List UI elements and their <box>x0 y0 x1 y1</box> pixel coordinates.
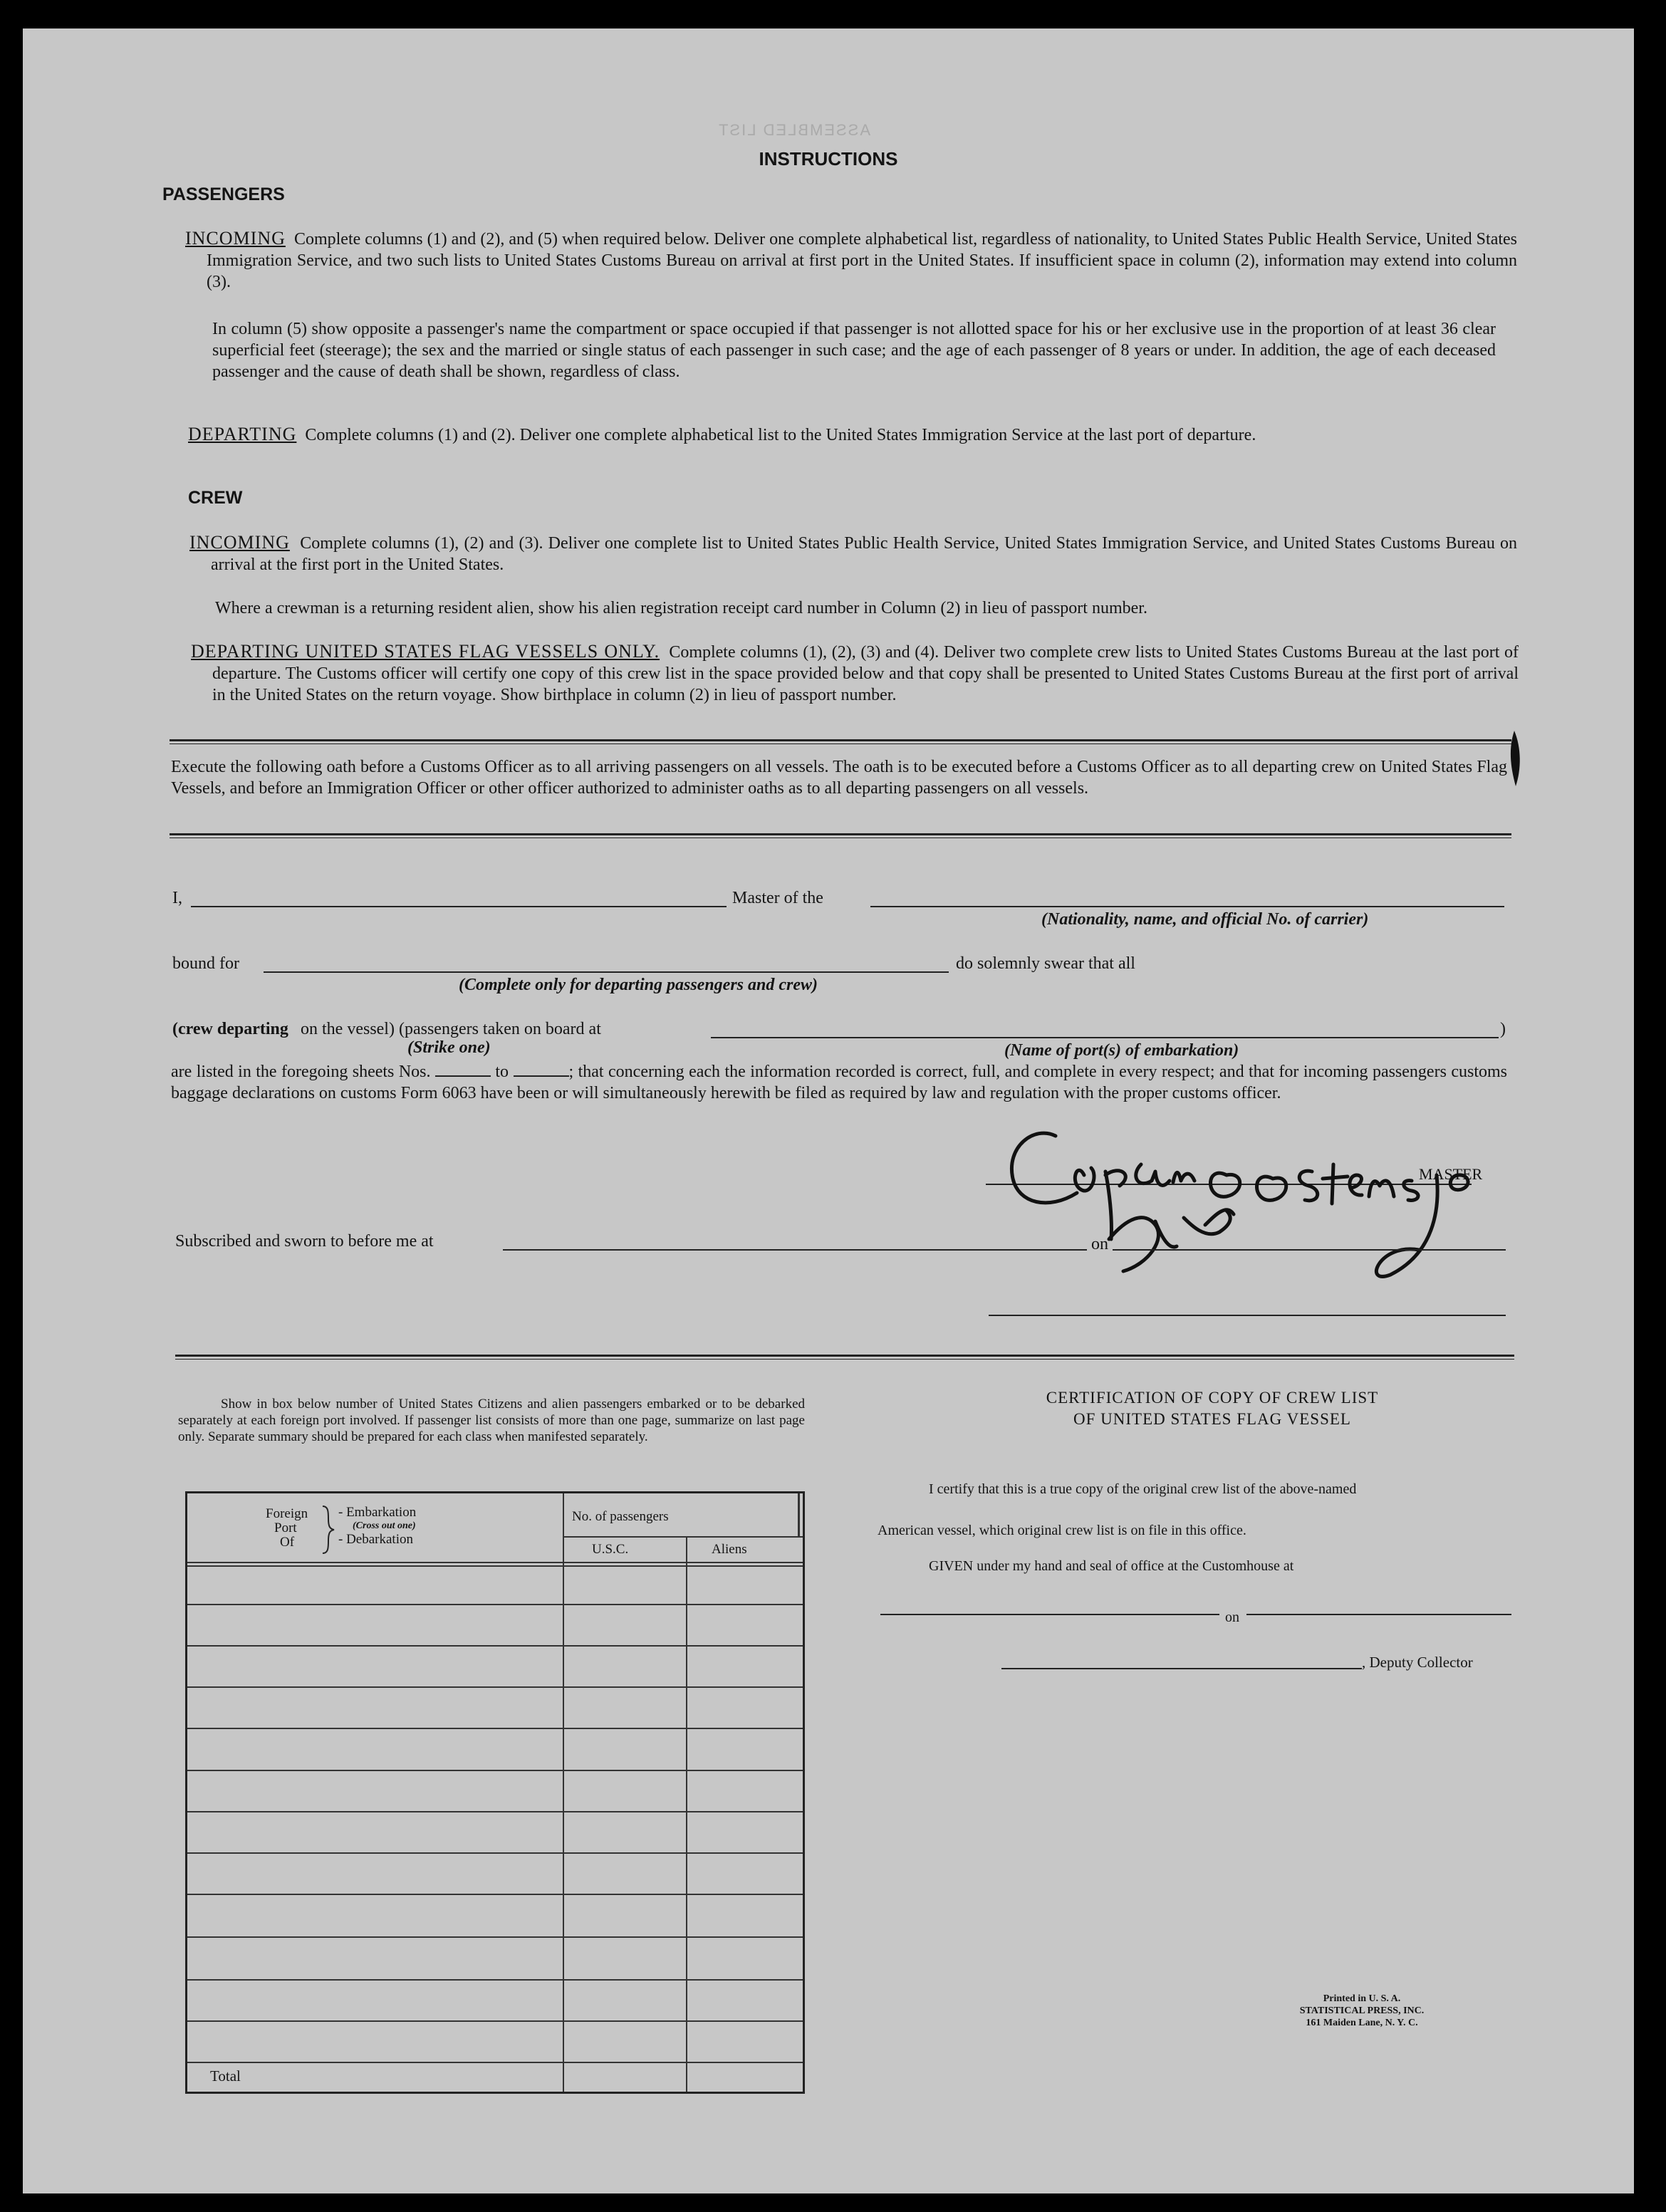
table-row <box>187 1645 803 1647</box>
listed-text-a: are listed in the foregoing sheets Nos. <box>171 1063 431 1081</box>
aliens-header: Aliens <box>712 1542 747 1557</box>
brace-icon <box>320 1505 337 1555</box>
subscribed-label: Subscribed and sworn to before me at <box>175 1232 434 1251</box>
sheet-to-field[interactable] <box>514 1075 569 1077</box>
strike-one-note: (Strike one) <box>407 1038 491 1057</box>
oath-i-label: I, <box>172 889 182 907</box>
printer-line-2: STATISTICAL PRESS, INC. <box>1299 2005 1425 2016</box>
cross-out-note: (Cross out one) <box>353 1520 416 1531</box>
faint-stamp: ASSEMBLED LIST <box>717 121 871 139</box>
master-label: MASTER <box>1419 1165 1483 1183</box>
foreign-label: Foreign <box>266 1506 308 1521</box>
table-vline-1 <box>563 1493 564 2092</box>
table-vline-2 <box>686 1536 687 2092</box>
swear-label: do solemnly swear that all <box>956 954 1135 973</box>
column5-paragraph: In column (5) show opposite a passenger's name the compartment or space occupied if that passenger is not allotted space for his or her exclusive use in the proportion of at least 36 clear superficial feet (steerage); the sex and the married or single status of each passenger in such case; and the age of each passenger of 8 years or under. In addition, the age of each deceased passenger and the cause of death shall be shown, regardless of class. <box>212 320 1496 381</box>
summary-instructions: Show in box below number of United States Citizens and alien passengers embarked or to be debarked separately at each foreign port involved. If passenger list consists of more than one page, summarize on last page only. Separate summary should be prepared for each class when manifested separately. <box>178 1397 805 1444</box>
carrier-note: (Nationality, name, and official No. of carrier) <box>1041 910 1369 929</box>
table-row <box>187 1979 803 1981</box>
certification-title-1: CERTIFICATION OF COPY OF CREW LIST <box>1046 1389 1379 1407</box>
crew-incoming <box>189 532 1517 575</box>
bound-note: (Complete only for departing passengers and crew) <box>459 976 818 994</box>
departing-keyword: DEPARTING <box>188 424 297 444</box>
crew-incoming-keyword: INCOMING <box>189 532 290 553</box>
table-row <box>187 2020 803 2022</box>
incoming-keyword: INCOMING <box>185 228 286 249</box>
table-row <box>187 1686 803 1688</box>
bound-for-label: bound for <box>172 954 239 973</box>
sheet-from-field[interactable] <box>435 1075 491 1077</box>
sworn-place-field[interactable] <box>503 1249 1087 1251</box>
passengers-incoming <box>185 228 1517 293</box>
table-row <box>187 1728 803 1729</box>
passengers-departing-text: Complete columns (1) and (2). Deliver one complete alphabetical list to the United States Immigration Service at the last port of departure. <box>305 426 1256 444</box>
officer-signature-field[interactable] <box>989 1315 1506 1316</box>
table-row <box>187 1770 803 1771</box>
divider-oath <box>170 833 1511 838</box>
passengers-departing <box>188 424 1517 446</box>
passengers-heading: PASSENGERS <box>162 184 285 204</box>
divider-bottom <box>175 1355 1514 1360</box>
master-of-label: Master of the <box>732 889 823 907</box>
on-vessel-label: on the vessel) (passengers taken on board at <box>301 1020 601 1038</box>
crew-departing-label: (crew departing <box>172 1020 288 1038</box>
crew-incoming-text: Complete columns (1), (2) and (3). Deliver one complete list to United States Public Health Service, United States Immigration Service, and United States Customs Bureau on arrival at the first port in the United States. <box>211 534 1518 574</box>
table-row <box>187 1894 803 1895</box>
certification-date-field[interactable] <box>1246 1614 1511 1615</box>
certification-text-1: I certify that this is a true copy of the original crew list of the above-named <box>929 1481 1357 1497</box>
embarkation-label: - Embarkation <box>338 1505 417 1520</box>
close-paren: ) <box>1500 1020 1506 1038</box>
table-hline-sub <box>563 1536 803 1538</box>
sworn-date-field[interactable] <box>1113 1249 1506 1251</box>
listed-text-b: ; that concerning each the information recorded is correct, full, and complete in every respect; and that for incoming passengers customs baggage declarations on customs Form 6063 have been or will simultaneously herewith be filed as required by law and regulation with the proper customs officer. <box>171 1063 1508 1102</box>
deputy-collector-label: , Deputy Collector <box>1362 1654 1473 1671</box>
table-row <box>187 1852 803 1854</box>
master-name-field[interactable] <box>191 906 727 907</box>
passengers-incoming-text: Complete columns (1) and (2), and (5) when required below. Deliver one complete alphabetical list, regardless of nationality, to United States Public Health Service, United States Immigration Service, and two such lists to United States Customs Bureau on arrival at first port in the United States. If insufficient space in column (2), information may extend into column (3). <box>207 230 1518 291</box>
crew-departing-text: Complete columns (1), (2), (3) and (4). Deliver two complete crew lists to United States Customs Bureau at the last port of departure. The Customs officer will certify one copy of this crew list in the space provided below and that copy shall be presented to United States Customs Bureau at the first port of arrival in the United States on the return voyage. Show birthplace in column (2) in lieu of passport number. <box>212 643 1519 704</box>
page-title: INSTRUCTIONS <box>759 148 898 169</box>
master-signature <box>991 1097 1547 1303</box>
customhouse-field[interactable] <box>880 1614 1219 1615</box>
divider-top <box>170 739 1511 744</box>
passenger-summary-table <box>185 1491 805 2094</box>
table-row <box>187 1604 803 1605</box>
table-row <box>187 1936 803 1938</box>
printer-line-1: Printed in U. S. A. <box>1323 1993 1401 2004</box>
form-page <box>23 28 1634 2193</box>
deputy-collector-signature-field[interactable] <box>1001 1668 1362 1669</box>
bound-for-field[interactable] <box>264 971 949 973</box>
embark-port-field[interactable] <box>711 1037 1499 1038</box>
table-vline-3 <box>798 1493 800 1536</box>
table-row <box>187 1565 803 1567</box>
to-label: to <box>495 1063 509 1081</box>
no-passengers-header: No. of passengers <box>572 1509 669 1524</box>
table-row <box>187 2062 803 2063</box>
table-row <box>187 1562 803 1563</box>
usc-header: U.S.C. <box>592 1542 629 1557</box>
certification-on-label: on <box>1225 1610 1239 1625</box>
oath-intro: Execute the following oath before a Customs Officer as to all arriving passengers on all vessels. The oath is to be executed before a Customs Officer as to all departing crew on United States Flag Vessels, and before an Immigration Officer or other officer authorized to administer oaths as to all departing passengers on all vessels. <box>171 758 1507 798</box>
certification-text-2: American vessel, which original crew list is on file in this office. <box>878 1523 1246 1538</box>
resident-alien-paragraph: Where a crewman is a returning resident alien, show his alien registration receipt card number in Column (2) in lieu of passport number. <box>215 599 1147 617</box>
crew-departing-keyword: DEPARTING UNITED STATES FLAG VESSELS ONLY. <box>191 641 660 662</box>
printer-imprint <box>1298 1993 1426 2029</box>
crew-departing <box>191 641 1519 706</box>
sworn-on-label: on <box>1091 1235 1108 1253</box>
total-label: Total <box>210 2067 241 2085</box>
table-row <box>187 1811 803 1812</box>
carrier-field[interactable] <box>870 906 1504 907</box>
edge-ink-mark <box>1504 726 1526 791</box>
port-label: Port <box>274 1520 297 1535</box>
debarkation-label: - Debarkation <box>338 1532 413 1547</box>
certification-title-2: OF UNITED STATES FLAG VESSEL <box>1073 1410 1351 1428</box>
printer-line-3: 161 Maiden Lane, N. Y. C. <box>1306 2018 1418 2028</box>
port-note: (Name of port(s) of embarkation) <box>1004 1041 1239 1060</box>
crew-heading: CREW <box>188 488 243 508</box>
certification-text-3: GIVEN under my hand and seal of office at the Customhouse at <box>929 1558 1294 1574</box>
of-label: Of <box>280 1535 295 1550</box>
